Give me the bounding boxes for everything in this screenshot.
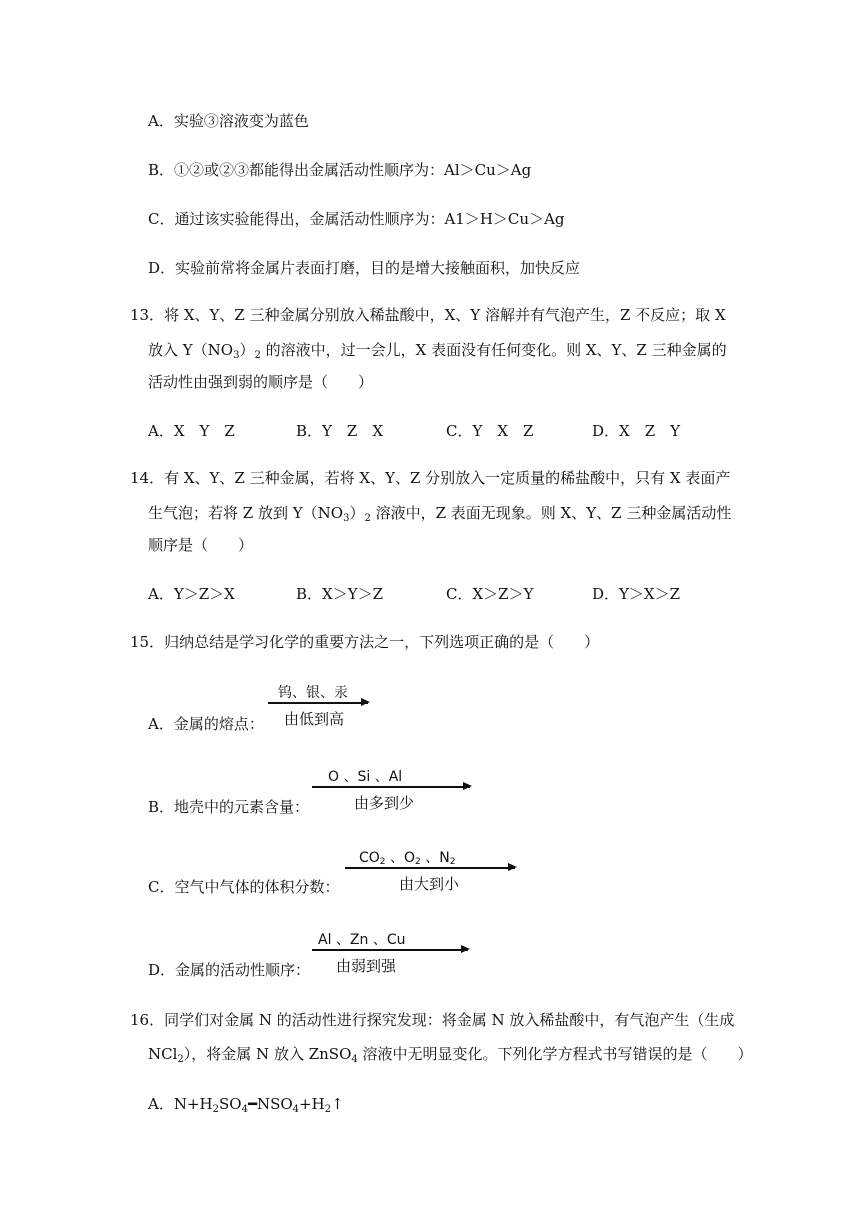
q14-stem-line3: 顺序是（ ） bbox=[148, 536, 254, 554]
q13-option-d: D．X Z Y bbox=[592, 422, 681, 440]
q12-option-d: D．实验前常将金属片表面打磨，目的是增大接触面积，加快反应 bbox=[148, 259, 581, 277]
arrow-icon bbox=[312, 949, 468, 951]
q15-option-d-label: D．金属的活动性顺序： bbox=[148, 961, 311, 979]
q13-option-a: A．X Y Z bbox=[148, 422, 235, 440]
q15-option-b-label: B．地壳中的元素含量： bbox=[148, 798, 310, 816]
q14-option-a: A．Y＞Z＞X bbox=[148, 585, 235, 603]
q15-d-top-text: Al 、Zn 、Cu bbox=[318, 932, 406, 948]
q12-option-a: A．实验③溶液变为蓝色 bbox=[148, 112, 309, 130]
q15-option-c-label: C．空气中气体的体积分数： bbox=[148, 878, 340, 896]
q13-stem-line3: 活动性由强到弱的顺序是（ ） bbox=[148, 373, 374, 391]
q13-option-b: B．Y Z X bbox=[296, 422, 384, 440]
q15-b-top-text: O 、Si 、Al bbox=[328, 769, 403, 785]
arrow-icon bbox=[312, 786, 470, 788]
q14-option-b: B．X＞Y＞Z bbox=[296, 585, 384, 603]
q15-b-bottom-text: 由多到少 bbox=[354, 794, 415, 812]
arrow-icon bbox=[268, 702, 368, 704]
q14-option-d: D．Y＞X＞Z bbox=[592, 585, 681, 603]
q12-option-b: B．①②或②③都能得出金属活动性顺序为：Al＞Cu＞Ag bbox=[148, 161, 532, 179]
q13-stem-line2: 放入 $Y(NO_3)_2$ 的溶液中，过一会儿，X 表面没有任何变化。则 X、Y、Z 三种金属的 bbox=[148, 341, 727, 361]
q13-stem-line1: 13．将 X、Y、Z 三种金属分别放入稀盐酸中，X、Y 溶解并有气泡产生，Z 不反应；取 X bbox=[130, 306, 726, 324]
q16-option-a: A．$N+H_2SO_4━NSO_4+H_2↑$ bbox=[148, 1095, 344, 1115]
q16-stem-line1: 16．同学们对金属 N 的活动性进行探究发现：将金属 N 放入稀盐酸中，有气泡产生（生成 bbox=[130, 1011, 735, 1029]
q15-a-top-text: 钨、银、汞 bbox=[278, 685, 348, 701]
q15-c-bottom-text: 由大到小 bbox=[399, 875, 460, 893]
q14-stem-line1: 14．有 X、Y、Z 三种金属，若将 X、Y、Z 分别放入一定质量的稀盐酸中，只有 X 表面产 bbox=[130, 469, 731, 487]
q15-d-bottom-text: 由弱到强 bbox=[336, 957, 397, 975]
q15-c-top-text: CO2 、O2 、N2 bbox=[359, 850, 456, 867]
q14-option-c: C．X＞Z＞Y bbox=[446, 585, 534, 603]
q14-stem-line2: 生气泡；若将 Z 放到 $Y(NO_3)_2$ 溶液中，Z 表面无现象。则 X、Y、Z 三种金属活动性 bbox=[148, 504, 732, 524]
arrow-icon bbox=[345, 867, 515, 869]
q16-stem-line2: NCl$_2$），将金属 N 放入 ZnSO$_4$ 溶液中无明显变化。下列化学方程式书写错误的是（ ） bbox=[148, 1045, 753, 1065]
q15-stem: 15．归纳总结是学习化学的重要方法之一，下列选项正确的是（ ） bbox=[130, 633, 600, 651]
q13-option-c: C．Y X Z bbox=[446, 422, 534, 440]
q15-option-a-label: A．金属的熔点： bbox=[148, 715, 264, 733]
q15-a-bottom-text: 由低到高 bbox=[284, 710, 345, 728]
q12-option-c: C．通过该实验能得出，金属活动性顺序为：A1＞H＞Cu＞Ag bbox=[148, 210, 565, 228]
